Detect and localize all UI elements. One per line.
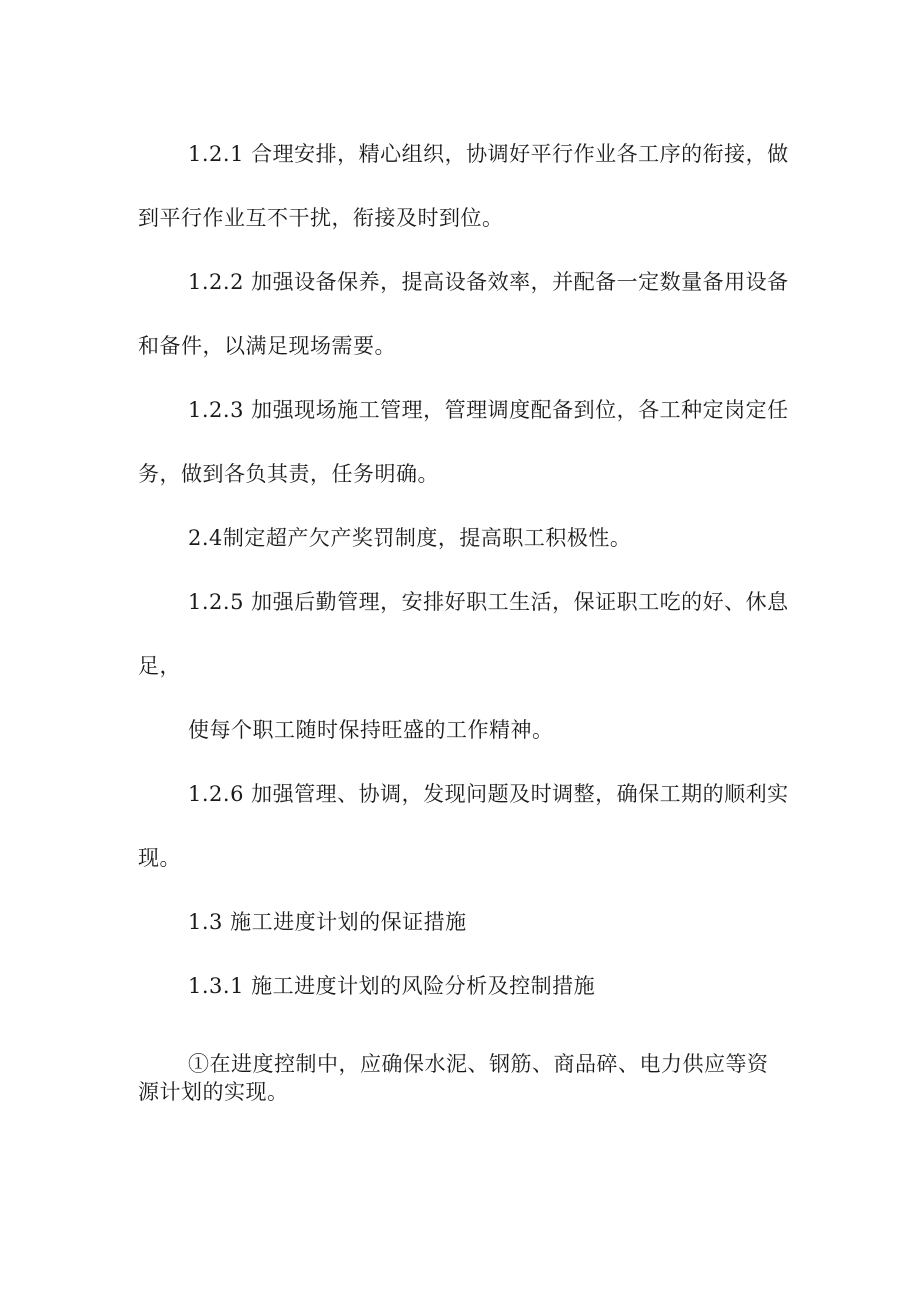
paragraph-1-2-5-line-1: 1.2.5 加强后勤管理，安排好职工生活，保证职工吃的好、休息 xyxy=(188,590,789,614)
paragraph-1-2-6-line-1: 1.2.6 加强管理、协调，发现问题及时调整，确保工期的顺利实 xyxy=(188,782,789,806)
paragraph-1-2-2-line-2: 和备件，以满足现场需要。 xyxy=(138,334,396,358)
heading-1-3: 1.3 施工进度计划的保证措施 xyxy=(188,910,467,934)
paragraph-1-2-1-line-1: 1.2.1 合理安排，精心组织，协调好平行作业各工序的衔接，做 xyxy=(188,142,789,166)
paragraph-1-2-5-line-2: 足， xyxy=(138,654,181,678)
paragraph-1-2-2-line-1: 1.2.2 加强设备保养，提高设备效率，并配备一定数量备用设备 xyxy=(188,270,789,294)
paragraph-1-2-5-line-3: 使每个职工随时保持旺盛的工作精神。 xyxy=(188,718,554,742)
paragraph-1-2-3-line-1: 1.2.3 加强现场施工管理，管理调度配备到位，各工种定岗定任 xyxy=(188,398,789,422)
paragraph-2-4: 2.4制定超产欠产奖罚制度，提高职工积极性。 xyxy=(188,526,632,550)
paragraph-1-2-3-line-2: 务，做到各负其责，任务明确。 xyxy=(138,462,439,486)
paragraph-item-1-line-2: 源计划的实现。 xyxy=(138,1080,289,1104)
paragraph-1-2-1-line-2: 到平行作业互不干扰，衔接及时到位。 xyxy=(138,206,504,230)
paragraph-1-2-6-line-2: 现。 xyxy=(138,846,181,870)
paragraph-item-1-line-1: ①在进度控制中，应确保水泥、钢筋、商品碎、电力供应等资 xyxy=(188,1052,769,1076)
heading-1-3-1: 1.3.1 施工进度计划的风险分析及控制措施 xyxy=(188,974,596,998)
